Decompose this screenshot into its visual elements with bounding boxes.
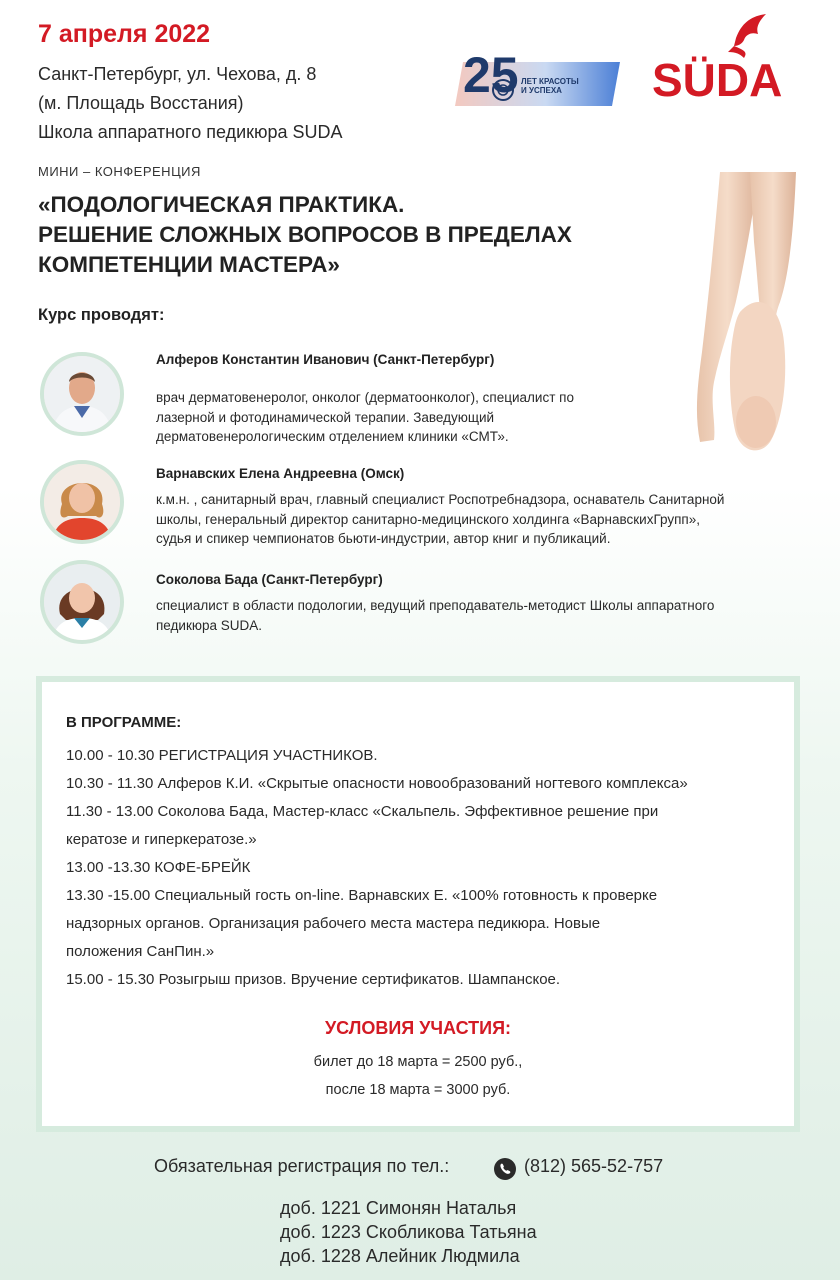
suda-logo <box>648 12 798 104</box>
anniversary-text: И УСПЕХА <box>521 86 562 95</box>
speaker-name: Варнавских Елена Андреевна (Омск) <box>156 466 405 481</box>
phone-number[interactable]: (812) 565-52-757 <box>524 1156 664 1176</box>
course-label: Курс проводят: <box>38 306 165 324</box>
speaker-name: Алферов Константин Иванович (Санкт-Петербург) <box>156 352 495 367</box>
event-date: 7 апреля 2022 <box>38 20 211 48</box>
extension-list <box>280 1196 537 1268</box>
program-item: 11.30 - 13.00 Соколова Бада, Мастер-класс «Скальпель. Эффективное решение при <box>66 803 659 820</box>
program-item: 10.00 - 10.30 РЕГИСТРАЦИЯ УЧАСТНИКОВ. <box>66 747 378 764</box>
bird-icon <box>734 14 766 46</box>
address-line: Санкт-Петербург, ул. Чехова, д. 8 <box>38 64 317 84</box>
program-item: 13.30 -15.00 Специальный гость on-line. Варнавских Е. «100% готовность к проверке <box>66 887 658 904</box>
address-line: (м. Площадь Восстания) <box>38 93 244 113</box>
program-heading: В ПРОГРАММЕ: <box>66 714 182 731</box>
extension-item: доб. 1223 Скобликова Татьяна <box>280 1222 537 1242</box>
speaker-desc-line: судья и спикер чемпионатов бьюти-индустрии, автор книг и публикаций. <box>156 531 611 546</box>
extension-item: доб. 1221 Симонян Наталья <box>280 1198 517 1218</box>
condition-line: после 18 марта = 3000 руб. <box>325 1082 511 1098</box>
condition-line: билет до 18 марта = 2500 руб., <box>313 1054 523 1070</box>
conditions-title: УСЛОВИЯ УЧАСТИЯ: <box>324 1018 512 1038</box>
feet-illustration <box>680 172 810 468</box>
program-item: кератозе и гиперкератозе.» <box>66 831 257 848</box>
anniversary-number: 25 <box>463 47 519 103</box>
program-list <box>66 742 688 994</box>
title-line: «ПОДОЛОГИЧЕСКАЯ ПРАКТИКА. <box>38 192 405 217</box>
brand-name: SÜDA <box>652 54 783 104</box>
program-item: 15.00 - 15.30 Розыгрыш призов. Вручение сертификатов. Шампанское. <box>66 971 561 988</box>
speaker-photo <box>40 460 124 544</box>
speaker-desc-line: специалист в области подологии, ведущий преподаватель-методист Школы аппаратного <box>156 598 715 613</box>
program-item: 13.00 -13.30 КОФЕ-БРЕЙК <box>66 859 251 876</box>
speaker-photo <box>40 560 124 644</box>
extension-item: доб. 1228 Алейник Людмила <box>280 1246 520 1266</box>
speaker-photo <box>40 352 124 436</box>
speaker-desc-line: школы, генеральный директор санитарно-медицинского холдинга «ВарнавскихГрупп», <box>156 511 700 527</box>
program-item: 10.30 - 11.30 Алферов К.И. «Скрытые опасности новообразований ногтевого комплекса» <box>66 775 688 792</box>
program-box <box>36 676 800 1132</box>
program-item: положения СанПин.» <box>66 943 215 960</box>
phone-icon <box>494 1158 516 1180</box>
speaker-desc-line: педикюра SUDA. <box>156 617 262 633</box>
speaker-description <box>156 596 714 635</box>
speaker-description <box>156 490 724 549</box>
title-line: РЕШЕНИЕ СЛОЖНЫХ ВОПРОСОВ В ПРЕДЕЛАХ <box>38 222 572 247</box>
event-title <box>38 190 572 280</box>
title-line: КОМПЕТЕНЦИИ МАСТЕРА» <box>38 252 340 277</box>
speaker-desc-line: дерматовенерологическим отделением клиники «СМТ». <box>156 429 509 444</box>
speaker-description <box>156 388 574 447</box>
event-kicker: МИНИ – КОНФЕРЕНЦИЯ <box>38 164 201 179</box>
event-address <box>38 60 343 147</box>
anniversary-text: ЛЕТ КРАСОТЫ <box>521 77 579 86</box>
anniversary-25-logo <box>455 36 620 110</box>
program-item: надзорных органов. Организация рабочего места мастера педикюра. Новые <box>66 915 601 932</box>
speaker-desc-line: к.м.н. , санитарный врач, главный специалист Роспотребнадзора, оснаватель Санитарной <box>156 492 725 507</box>
registration-label: Обязательная регистрация по тел.: <box>154 1156 450 1176</box>
speaker-desc-line: врач дерматовенеролог, онколог (дерматоонколог), специалист по <box>156 390 574 405</box>
address-line: Школа аппаратного педикюра SUDA <box>38 122 343 142</box>
speaker-desc-line: лазерной и фотодинамической терапии. Заведующий <box>156 409 495 425</box>
speaker-name: Соколова Бада (Санкт-Петербург) <box>156 572 383 587</box>
